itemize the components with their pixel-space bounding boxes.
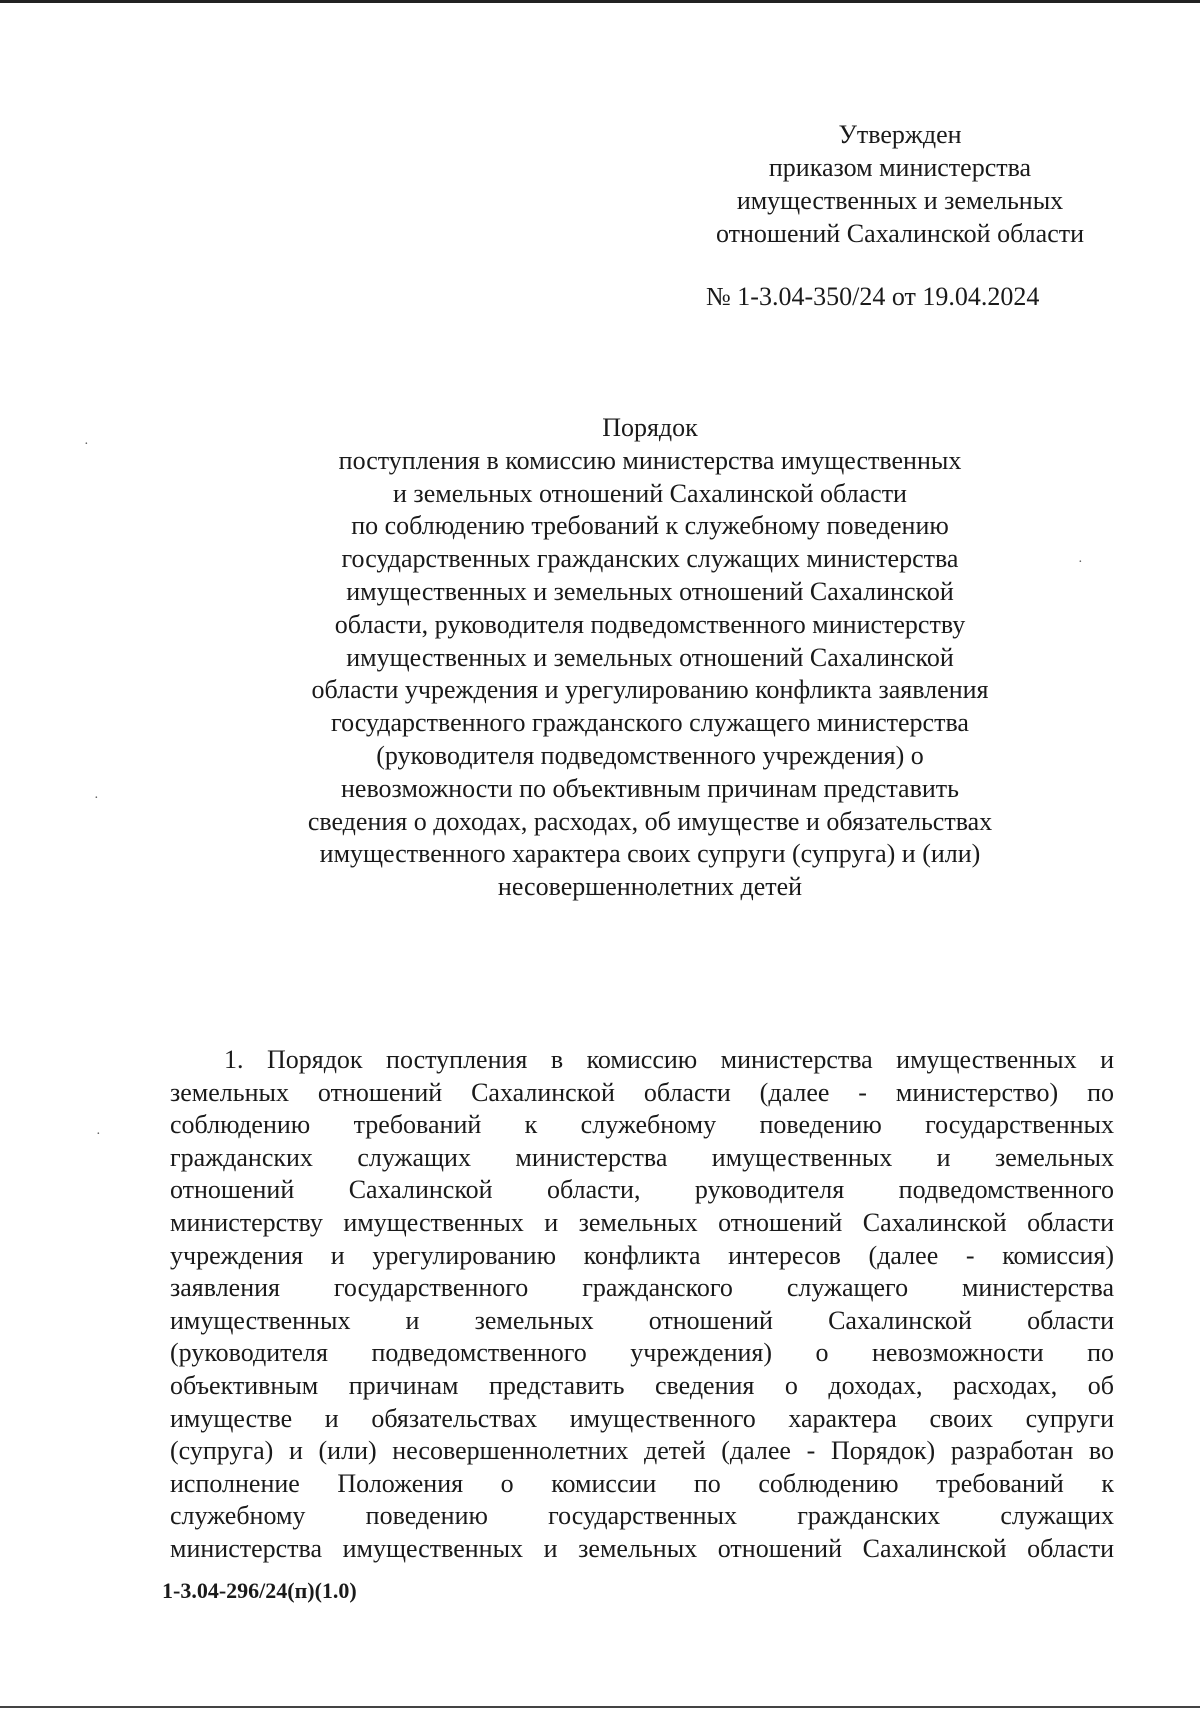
body-line: (супруга) и (или) несовершеннолетних детей (далее - Порядок) разработан во [170,1436,1114,1466]
title-line: поступления в комиссию министерства имущественных [338,445,962,475]
title-line: государственных гражданских служащих министерства [341,544,959,574]
body-line: (руководителя подведомственного учреждения) о невозможности по [170,1338,1114,1368]
approval-line: отношений Сахалинской области [715,219,1085,248]
body-line: имущественных и земельных отношений Сахалинской области [170,1305,1114,1335]
approval-line: Утвержден [838,120,962,149]
body-line: объективным причинам представить сведения о доходах, расходах, об [170,1370,1114,1400]
title-line: и земельных отношений Сахалинской области [393,478,907,508]
body-line: учреждения и урегулированию конфликта интересов (далее - комиссия) [170,1240,1114,1270]
scan-speck: · [84,437,89,452]
body-line: 1. Порядок поступления в комиссию министерства имущественных и [224,1045,1114,1074]
body-line: имуществе и обязательствах имущественного характера своих супруги [170,1403,1114,1433]
approval-line: приказом министерства [768,153,1032,182]
document-footer-code: 1-3.04-296/24(п)(1.0) [162,1578,357,1603]
body-line: служебному поведению государственных гражданских служащих [170,1501,1114,1531]
approval-stamp-block [690,118,1110,250]
document-title [190,412,1110,904]
title-line: невозможности по объективным причинам представить [341,773,959,803]
scan-speck: · [1078,555,1083,570]
body-line: земельных отношений Сахалинской области (далее - министерство) по [170,1077,1114,1107]
title-line: государственного гражданского служащего министерства [331,708,969,738]
scan-edge-bottom [0,1706,1200,1708]
scan-speck: · [94,791,99,806]
title-heading: Порядок [602,413,698,442]
body-line: отношений Сахалинской области, руководителя подведомственного [170,1175,1114,1205]
title-line: имущественных и земельных отношений Сахалинской [346,642,954,672]
body-line: гражданских служащих министерства имущественных и земельных [170,1142,1114,1172]
title-line: области учреждения и урегулированию конфликта заявления [311,675,989,705]
approval-line: имущественных и земельных [736,186,1064,215]
order-number: № 1-3.04-350/24 от 19.04.2024 [706,282,1040,311]
body-line: исполнение Положения о комиссии по соблюдению требований к [170,1468,1114,1498]
body-paragraph-1 [170,1044,1114,1566]
scan-edge-top [0,0,1200,3]
body-line: министерству имущественных и земельных отношений Сахалинской области [170,1207,1114,1237]
scan-speck: · [96,1127,101,1142]
body-line: соблюдению требований к служебному поведению государственных [170,1110,1114,1140]
title-line: имущественных и земельных отношений Сахалинской [346,576,954,606]
title-line: сведения о доходах, расходах, об имуществе и обязательствах [307,806,993,836]
title-line: несовершеннолетних детей [497,872,803,902]
title-line: по соблюдению требований к служебному поведению [351,511,949,541]
title-line: имущественного характера своих супруги (супруга) и (или) [319,839,981,869]
body-line: министерства имущественных и земельных отношений Сахалинской области [170,1533,1114,1563]
body-line: заявления государственного гражданского служащего министерства [170,1273,1114,1303]
title-line: области, руководителя подведомственного министерству [334,609,966,639]
title-line: (руководителя подведомственного учреждения) о [376,740,924,770]
